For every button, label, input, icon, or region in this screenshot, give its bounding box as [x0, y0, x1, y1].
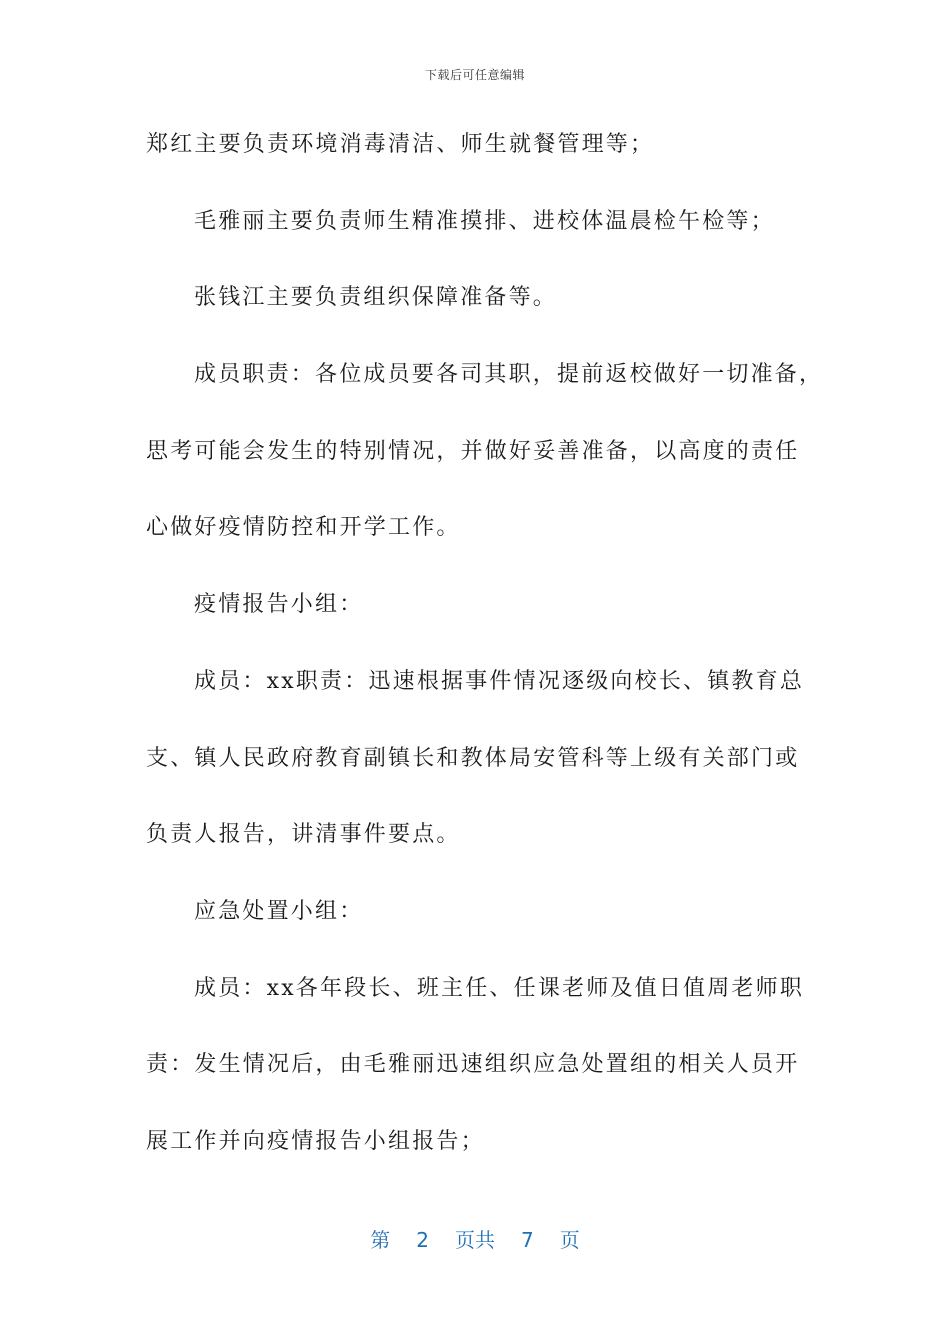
total-pages-number: 7 [521, 1228, 534, 1252]
paragraph-line: 展工作并向疫情报告小组报告； [146, 1128, 485, 1154]
paragraph-line: 责：发生情况后，由毛雅丽迅速组织应急处置组的相关人员开 [146, 1052, 800, 1078]
paragraph-line: 郑红主要负责环境消毒清洁、师生就餐管理等； [146, 132, 655, 157]
paragraph-line: 张钱江主要负责组织保障准备等。 [194, 285, 558, 311]
page-number-footer [0, 1224, 950, 1253]
document-body [146, 120, 826, 1194]
page-prefix: 第 [370, 1228, 391, 1252]
paragraph-line: 心做好疫情防控和开学工作。 [146, 515, 461, 541]
paragraph-line: 思考可能会发生的特别情况，并做好妥善准备，以高度的责任 [146, 438, 800, 464]
paragraph-line: 成员：xx职责：迅速根据事件情况逐级向校长、镇教育总 [194, 668, 805, 694]
paragraph-line: 支、镇人民政府教育副镇长和教体局安管科等上级有关部门或 [146, 745, 800, 771]
paragraph-line: 负责人报告，讲清事件要点。 [146, 822, 461, 848]
page-middle-text: 页共 [455, 1228, 495, 1252]
header-note: 下载后可任意编辑 [424, 68, 525, 82]
paragraph-line: 毛雅丽主要负责师生精准摸排、进校体温晨检午检等； [194, 208, 775, 234]
paragraph-line: 疫情报告小组： [194, 592, 364, 618]
paragraph-line: 成员：xx各年段长、班主任、任课老师及值日值周老师职 [194, 975, 805, 1001]
current-page-number: 2 [416, 1228, 429, 1252]
paragraph-line: 成员职责：各位成员要各司其职，提前返校做好一切准备， [194, 362, 824, 388]
paragraph-line: 应急处置小组： [194, 898, 364, 924]
page-suffix: 页 [559, 1228, 580, 1252]
